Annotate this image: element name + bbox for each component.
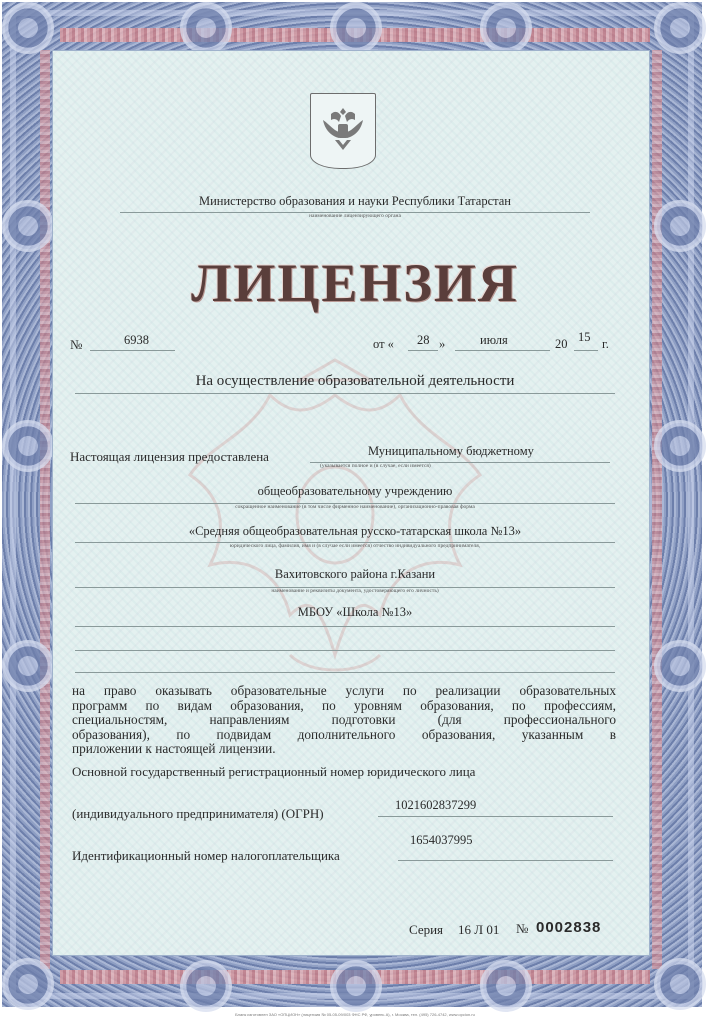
grant-line-1: Муниципальному бюджетному <box>368 444 534 458</box>
ogrn-value: 1021602837299 <box>395 798 477 812</box>
border-medallion <box>654 640 706 692</box>
grant-caption-3: юридического лица, фамилия, имя и (в случае если имеется) отчество индивидуального предпринимателя, <box>229 543 481 549</box>
emblem-shield <box>310 93 376 169</box>
border-medallion <box>180 960 232 1012</box>
purpose-underline <box>75 393 615 394</box>
date-from-label: от « <box>373 337 394 351</box>
border-medallion <box>2 420 54 472</box>
inn-label: Идентификационный номер налогоплательщика <box>72 848 340 863</box>
serial-number-label: № <box>516 921 529 936</box>
double-headed-eagle-icon <box>311 94 375 168</box>
inn-value: 1654037995 <box>410 833 473 847</box>
date-month: июля <box>480 333 508 347</box>
number-label: № <box>70 337 83 352</box>
date-year-suffix: 15 <box>578 330 591 344</box>
grant-caption-2: сокращенное наименование (в том числе фирменное наименование), организационно-правовая форма <box>235 504 475 510</box>
serial-number: 0002838 <box>536 919 602 936</box>
rights-line: программ по видам образования, по уровням образования, по профессиям, <box>72 697 616 713</box>
ogrn-label-line-2: (индивидуального предпринимателя) (ОГРН) <box>72 806 324 821</box>
rights-paragraph <box>72 684 616 757</box>
corner-medallion <box>654 2 706 54</box>
blank-underline <box>75 650 615 651</box>
rights-line: приложении к настоящей лицензии. <box>72 741 276 756</box>
rights-line: специальностям, направлениям подготовки (для профессионального <box>72 712 616 727</box>
date-day-close: » <box>439 337 446 351</box>
issuer-name: Министерство образования и науки Республики Татарстан <box>198 194 511 208</box>
border-medallion <box>330 960 382 1012</box>
grant-underline-5 <box>75 626 615 627</box>
number-underline <box>90 350 175 351</box>
corner-medallion <box>654 958 706 1010</box>
issuer-caption: наименование лицензирующего органа <box>309 213 401 219</box>
border-medallion <box>654 420 706 472</box>
grant-label: Настоящая лицензия предоставлена <box>70 449 269 464</box>
printer-footer: Бланк изготовлен ЗАО «ОПЦИОН» (лицензия № 05-05-09/003 ФНС РФ, уровень А), г. Москва, тел. (495) 726-4742, www.opcion.ru <box>235 1012 475 1017</box>
rights-line: на право оказывать образовательные услуги по реализации образовательных <box>72 683 616 698</box>
grant-line-3: «Средняя общеобразовательная русско-татарская школа №13» <box>188 524 522 538</box>
border-medallion <box>180 2 232 54</box>
border-medallion <box>480 960 532 1012</box>
license-number: 6938 <box>124 333 149 347</box>
license-purpose: На осуществление образовательной деятельности <box>195 373 515 389</box>
grant-line-2: общеобразовательному учреждению <box>257 484 453 498</box>
corner-medallion <box>2 2 54 54</box>
corner-medallion <box>2 958 54 1010</box>
document-title: ЛИЦЕНЗИЯ <box>191 253 519 313</box>
border-medallion <box>480 2 532 54</box>
border-medallion <box>2 640 54 692</box>
month-underline <box>455 350 550 351</box>
date-day: 28 <box>417 333 430 347</box>
day-underline <box>408 350 438 351</box>
grant-caption-4: наименование и реквизиты документа, удостоверяющего его личность) <box>271 588 439 594</box>
year-underline <box>574 350 598 351</box>
date-year-prefix: 20 <box>555 337 568 351</box>
grant-line-4: Вахитовского района г.Казани <box>274 567 436 581</box>
blank-underline <box>75 672 615 673</box>
ogrn-label-line-1: Основной государственный регистрационный номер юридического лица <box>72 764 476 779</box>
rights-line: образования), по подвидам дополнительного образования, указанным в <box>72 726 616 742</box>
grant-caption-1: (указывается полное и (в случае, если имеется) <box>320 463 431 469</box>
serial-series: 16 Л 01 <box>458 922 500 937</box>
border-medallion <box>330 2 382 54</box>
inn-underline <box>398 860 613 861</box>
serial-label: Серия <box>409 922 444 937</box>
grant-line-5: МБОУ «Школа №13» <box>297 605 413 619</box>
ogrn-underline <box>378 816 613 817</box>
date-year-g: г. <box>602 337 609 351</box>
